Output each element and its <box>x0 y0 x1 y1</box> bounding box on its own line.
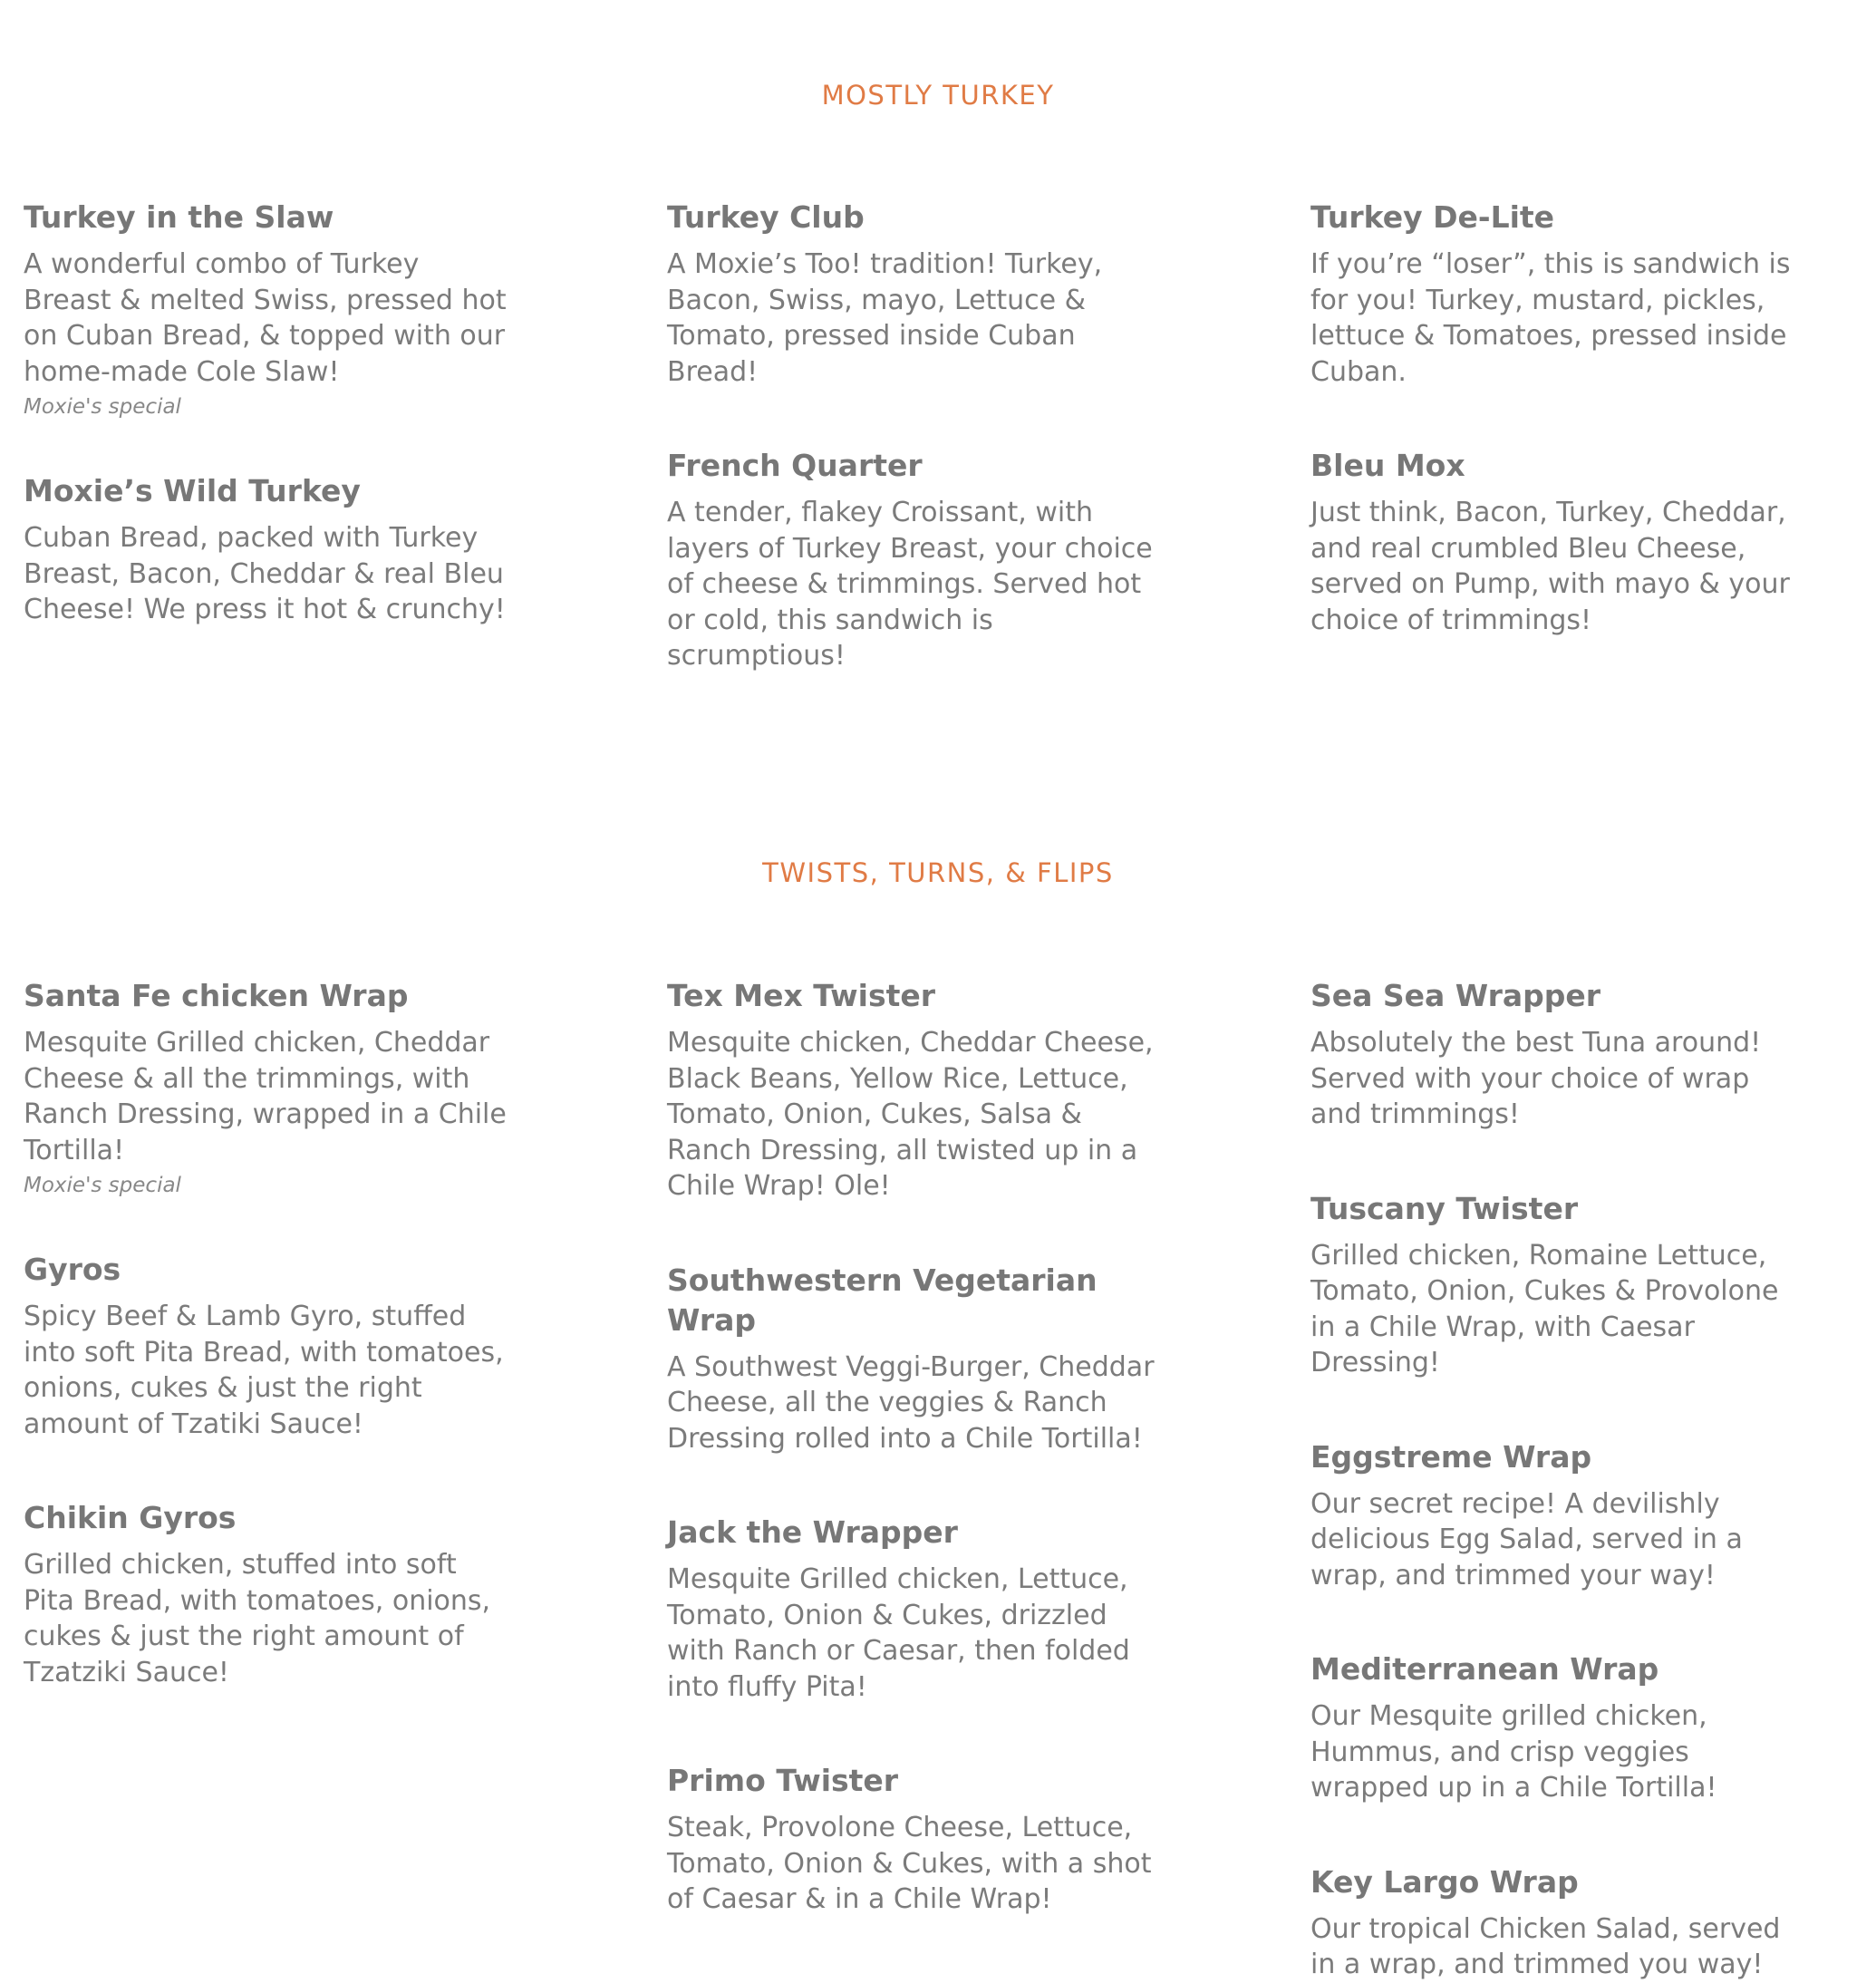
menu-item <box>1310 976 1800 1133</box>
menu-item <box>24 1250 513 1442</box>
menu-column-2 <box>667 198 1156 729</box>
item-description: If you’re “loser”, this is sandwich is for you! Turkey, mustard, pickles, lettuce & Tomatoes, pressed inside Cuban. <box>1310 248 1791 388</box>
menu-item <box>1310 1862 1800 1983</box>
menu-item <box>24 1498 513 1690</box>
item-description: A Moxie’s Too! tradition! Turkey, Bacon, Swiss, mayo, Lettuce & Tomato, pressed inside Cuban Bread! <box>667 248 1103 388</box>
item-name: Key Largo Wrap <box>1310 1863 1579 1900</box>
item-name: Sea Sea Wrapper <box>1310 978 1601 1013</box>
item-note: Moxie's special <box>24 395 181 419</box>
item-description: Our secret recipe! A devilishly delicious Egg Salad, served in a wrap, and trimmed your way! <box>1310 1487 1743 1591</box>
item-description: A tender, flakey Croissant, with layers of Turkey Breast, your choice of cheese & trimmings. Served hot or cold, this sandwich is scrumptious! <box>667 497 1153 672</box>
menu-column-3 <box>1310 976 1800 1983</box>
menu-column-3 <box>1310 198 1800 692</box>
menu-item <box>24 976 513 1199</box>
item-description: Mesquite Grilled chicken, Lettuce, Tomato, Onion & Cukes, drizzled with Ranch or Caesar, then folded into fluffy Pita! <box>667 1563 1130 1703</box>
section-title: TWISTS, TURNS, & FLIPS <box>762 857 1114 888</box>
item-note: Moxie's special <box>24 1174 181 1197</box>
item-description: Mesquite Grilled chicken, Cheddar Cheese & all the trimmings, with Ranch Dressing, wrapped in a Chile Tortilla! <box>24 1027 507 1166</box>
menu-item <box>24 198 513 421</box>
item-description: A Southwest Veggi-Burger, Cheddar Cheese, all the veggies & Ranch Dressing rolled into a Chile Tortilla! <box>667 1350 1155 1455</box>
section-title: MOSTLY TURKEY <box>821 80 1055 111</box>
item-description: Cuban Bread, packed with Turkey Breast, Bacon, Cheddar & real Bleu Cheese! We press it hot & crunchy! <box>24 522 506 625</box>
menu-column-1 <box>24 976 513 1745</box>
menu-item <box>1310 1649 1800 1806</box>
item-name: Turkey Club <box>667 199 865 235</box>
item-name: Gyros <box>24 1252 121 1287</box>
menu-item <box>667 1761 1156 1918</box>
item-name: Santa Fe chicken Wrap <box>24 978 409 1013</box>
item-description: Grilled chicken, Romaine Lettuce, Tomato, Onion, Cukes & Provolone in a Chile Wrap, with Caesar Dressing! <box>1310 1239 1779 1378</box>
menu-item <box>24 471 513 628</box>
item-name: Bleu Mox <box>1310 448 1465 483</box>
menu-item <box>667 1513 1156 1705</box>
menu-item <box>667 198 1156 390</box>
menu-item <box>1310 198 1800 390</box>
item-name: Turkey De-Lite <box>1310 199 1555 235</box>
item-description: Grilled chicken, stuffed into soft Pita Bread, with tomatoes, onions, cukes & just the right amount of Tzatziki Sauce! <box>24 1549 491 1688</box>
item-name: Turkey in the Slaw <box>24 199 334 235</box>
item-description: Spicy Beef & Lamb Gyro, stuffed into soft Pita Bread, with tomatoes, onions, cukes & just the right amount of Tzatiki Sauce! <box>24 1301 504 1440</box>
menu-column-2 <box>667 976 1156 1972</box>
item-description: Our tropical Chicken Salad, served in a wrap, and trimmed you way! <box>1310 1912 1781 1980</box>
menu-item <box>1310 1437 1800 1594</box>
item-name: Moxie’s Wild Turkey <box>24 473 361 508</box>
item-name: Southwestern Vegetarian Wrap <box>667 1262 1098 1338</box>
menu-item <box>1310 446 1800 638</box>
menu-item <box>667 976 1156 1204</box>
menu-item <box>1310 1189 1800 1381</box>
item-description: Just think, Bacon, Turkey, Cheddar, and real crumbled Bleu Cheese, served on Pump, with mayo & your choice of trimmings! <box>1310 497 1790 636</box>
item-description: A wonderful combo of Turkey Breast & melted Swiss, pressed hot on Cuban Bread, & topped with our home-made Cole Slaw! <box>24 248 507 388</box>
item-description: Our Mesquite grilled chicken, Hummus, and crisp veggies wrapped up in a Chile Tortilla! <box>1310 1700 1717 1804</box>
item-name: Primo Twister <box>667 1763 899 1798</box>
menu-column-1 <box>24 198 513 682</box>
item-name: Chikin Gyros <box>24 1500 237 1535</box>
item-name: French Quarter <box>667 448 923 483</box>
item-name: Tuscany Twister <box>1310 1190 1579 1226</box>
menu-item <box>667 446 1156 674</box>
menu-item <box>667 1261 1156 1457</box>
item-name: Tex Mex Twister <box>667 978 936 1013</box>
item-name: Mediterranean Wrap <box>1310 1651 1659 1687</box>
item-name: Jack the Wrapper <box>667 1514 958 1550</box>
item-description: Steak, Provolone Cheese, Lettuce, Tomato, Onion & Cukes, with a shot of Caesar & in a Chile Wrap! <box>667 1812 1152 1915</box>
item-description: Mesquite chicken, Cheddar Cheese, Black Beans, Yellow Rice, Lettuce, Tomato, Onion, Cukes, Salsa & Ranch Dressing, all twisted up in a Chile Wrap! Ole! <box>667 1027 1154 1202</box>
item-description: Absolutely the best Tuna around! Served with your choice of wrap and trimmings! <box>1310 1027 1762 1130</box>
item-name: Eggstreme Wrap <box>1310 1438 1592 1475</box>
